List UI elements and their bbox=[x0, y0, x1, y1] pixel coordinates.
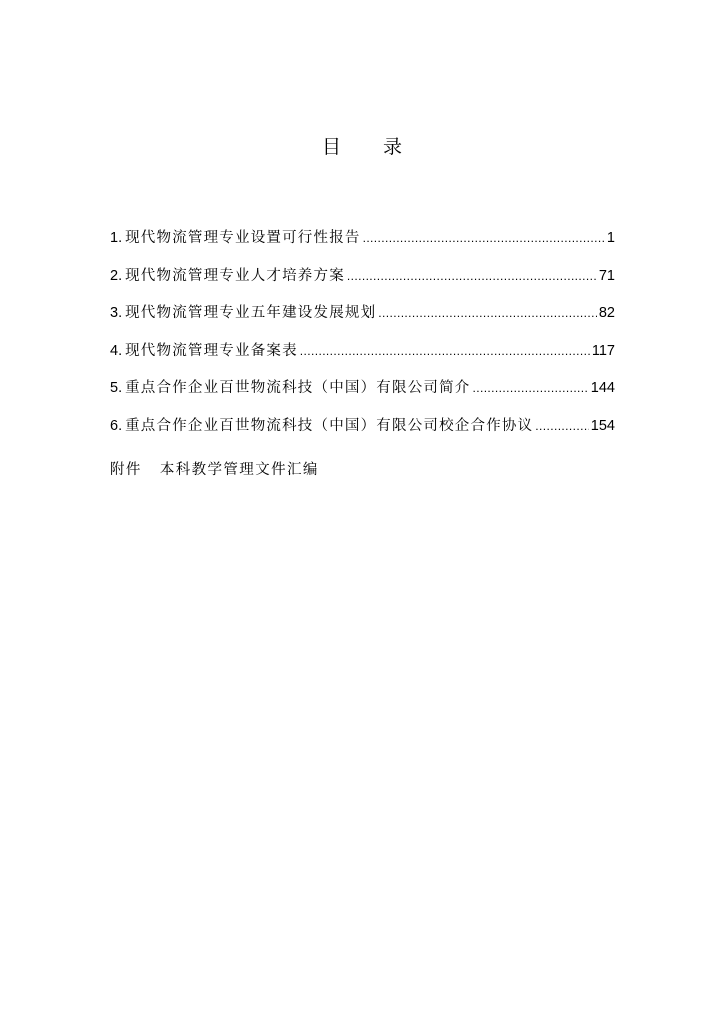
toc-entry-1[interactable] bbox=[110, 226, 615, 264]
toc-entry-page: 1 bbox=[606, 230, 615, 246]
toc-entry-label: 现代物流管理专业设置可行性报告 bbox=[125, 230, 361, 246]
toc-entry-number: 1. bbox=[110, 230, 123, 246]
dot-leader bbox=[347, 269, 597, 283]
dot-leader bbox=[535, 419, 589, 433]
table-of-contents bbox=[110, 226, 615, 451]
dot-leader bbox=[363, 231, 605, 245]
toc-entry-page: 144 bbox=[590, 380, 615, 396]
toc-entry-2[interactable] bbox=[110, 264, 615, 302]
toc-entry-6[interactable] bbox=[110, 414, 615, 452]
toc-entry-label: 现代物流管理专业五年建设发展规划 bbox=[125, 305, 377, 321]
toc-entry-page: 71 bbox=[598, 267, 615, 284]
toc-entry-page: 154 bbox=[590, 417, 615, 434]
toc-entry-number: 5. bbox=[110, 380, 123, 396]
toc-entry-label: 重点合作企业百世物流科技（中国）有限公司简介 bbox=[125, 380, 471, 396]
toc-entry-label: 重点合作企业百世物流科技（中国）有限公司校企合作协议 bbox=[125, 417, 534, 434]
toc-entry-label: 现代物流管理专业人才培养方案 bbox=[125, 267, 345, 284]
toc-entry-5[interactable] bbox=[110, 376, 615, 414]
dot-leader bbox=[473, 381, 589, 395]
toc-entry-label: 现代物流管理专业备案表 bbox=[125, 342, 298, 359]
toc-entry-3[interactable] bbox=[110, 301, 615, 339]
toc-entry-number: 6. bbox=[110, 417, 123, 434]
dot-leader bbox=[378, 306, 597, 320]
page-title: 目 录 bbox=[321, 136, 421, 158]
toc-entry-number: 2. bbox=[110, 267, 123, 284]
appendix-entry[interactable] bbox=[110, 458, 319, 479]
toc-entry-4[interactable] bbox=[110, 339, 615, 377]
toc-entry-number: 3. bbox=[110, 305, 123, 321]
dot-leader bbox=[300, 344, 590, 358]
toc-entry-page: 82 bbox=[598, 305, 615, 321]
appendix-prefix: 附件 bbox=[110, 462, 142, 478]
toc-entry-number: 4. bbox=[110, 342, 123, 359]
appendix-label: 本科教学管理文件汇编 bbox=[159, 462, 319, 478]
toc-entry-page: 117 bbox=[591, 342, 615, 359]
